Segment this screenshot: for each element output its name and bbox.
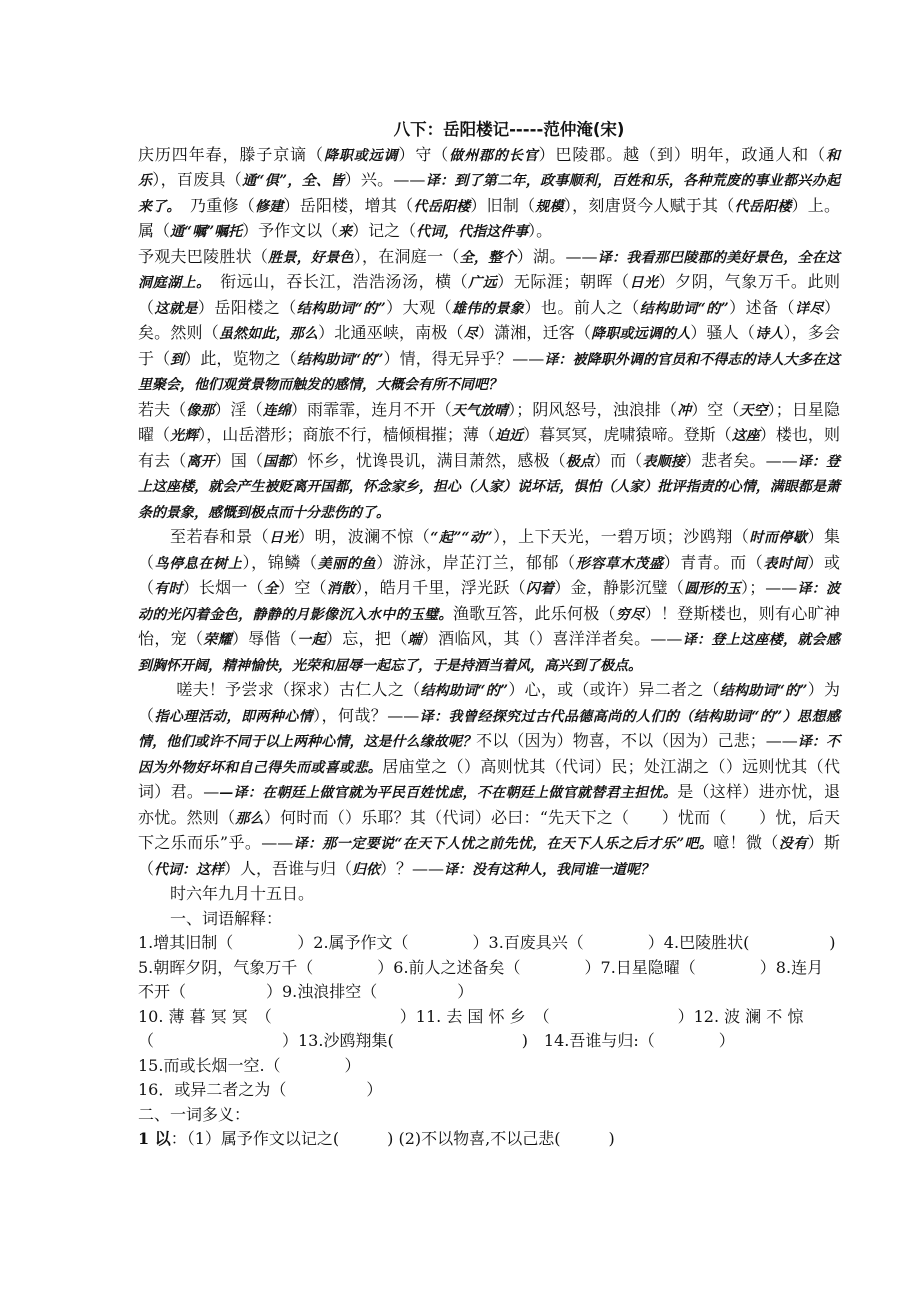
text-run: ）湖。—— (516, 246, 598, 266)
text-run: 若夫（ (138, 399, 187, 419)
text-run: ）而（ (594, 450, 643, 470)
text-run: ）国（ (214, 450, 264, 470)
text-run: ）无际涯；朝晖（ (497, 272, 630, 291)
text-run: ）守（ (398, 144, 450, 164)
text-run: ）大观（ (385, 297, 453, 317)
annotation: 全，整个 (459, 249, 517, 266)
text-run: 予观夫巴陵胜状（ (138, 246, 269, 266)
text-run: ）心，或（或许）异二者之（ (508, 680, 720, 699)
multi-meaning-label: 1 以 (138, 1129, 171, 1148)
text-run: ），锦鳞（ (242, 552, 318, 572)
annotation: 结构助词“的” (420, 683, 509, 699)
text-run: ）为（ (138, 680, 840, 725)
annotation: 译：我曾经探究过古代品德高尚的人们的（结构助词“的”）思想感情，他们或许不同于以上两种心情，这是什么缘故呢？ (138, 708, 840, 750)
annotation: 时而停歇 (749, 530, 808, 546)
text-run: ）潇湘，迁客（ (477, 323, 592, 342)
vocab-line: 不开（ ）9.浊浪排空（ ） (138, 982, 474, 1001)
text-run: ）北通巫峡，南极（ (318, 323, 464, 342)
text-run: ）情，得无异乎？—— (383, 348, 545, 368)
text-run: 渔歌互答，此乐何极（ (452, 603, 616, 623)
text-run: ）？—— (380, 858, 445, 878)
annotation: 表时间 (763, 555, 808, 572)
annotation: 译：我看那巴陵郡的美好景色，全在这洞庭湖上。 (138, 249, 840, 291)
text-run: ），皓月千里，浮光跃（ (355, 578, 526, 597)
annotation: 天气放晴 (451, 402, 509, 419)
annotation: 译：没有这种人，我同谁一道呢？ (444, 861, 655, 878)
annotation: 这就是 (154, 300, 198, 317)
text-run: ）暮冥冥，虎啸猿啼。登斯（ (523, 425, 732, 444)
text-run: 乃重修（ (173, 195, 255, 215)
text-run: ）岳阳楼，增其（ (283, 195, 414, 215)
text-run: ），在洞庭一（ (353, 246, 460, 266)
text-run: ）予作文以（ (242, 221, 339, 240)
text-run: ）楼也，则有去（ (138, 425, 840, 470)
text-run: ），上下天光，一碧万顷；沙鸥翔（ (492, 527, 750, 546)
annotation: “起”“动” (430, 530, 493, 546)
text-run: ）！登斯楼也，则有心旷神怡，宠（ (138, 603, 840, 648)
annotation: 译：波动的光闪着金色，静静的月影像沉入水中的玉璧。 (138, 581, 840, 623)
annotation: 光辉 (170, 428, 199, 444)
text-run: 噫！微（ (713, 833, 779, 852)
annotation: 和乐 (138, 147, 840, 189)
text-run: ）空（ (691, 399, 740, 419)
text-run: ）骚人（ (690, 323, 756, 342)
annotation: 全 (263, 581, 279, 597)
annotation: 到 (170, 351, 185, 368)
annotation: 闪着 (525, 581, 555, 597)
annotation: 详尽 (795, 300, 824, 317)
annotation: 像那 (186, 402, 215, 419)
annotation: 尽 (463, 326, 478, 342)
annotation: 那么 (235, 810, 264, 827)
text-run: ）斯（ (138, 833, 840, 878)
annotation: 圆形的玉 (684, 581, 742, 597)
text-run: ）集（ (138, 527, 840, 572)
vocab-line: 15.而或长烟一空.（ ） (138, 1055, 361, 1075)
text-run: ）酒临风，其（）喜洋洋者矣。—— (421, 629, 683, 648)
annotation: 虽然如此，那么 (218, 326, 319, 342)
text-run: ）。 (528, 221, 553, 240)
annotation: 指心理活动，即两种心情 (154, 708, 314, 725)
annotation: 译：被降职外调的官员和不得志的诗人大多在这里聚会，他们观赏景物而触发的感情，大概会有所不同吧？ (138, 351, 840, 393)
text-run: ）雨霏霏，连月不开（ (290, 399, 452, 419)
text-run: ）此，览物之（ (184, 348, 297, 368)
text-run: ）怀乡，忧谗畏讥，满目萧然，感极（ (291, 450, 566, 470)
section-1-title: 一、词语解释： (170, 908, 283, 928)
text-run: ）长烟一（ (182, 578, 264, 597)
text-run: ）；日星隐曜（ (138, 399, 841, 444)
annotation: 代岳阳楼 (734, 198, 792, 215)
text-run: ）夕阴，气象万千。此则（ (138, 272, 840, 317)
annotation: 代词，代指这件事 (416, 224, 529, 240)
text-run: 至若春和景（ (170, 527, 270, 546)
text-run: ）金，静影沉璧（ (554, 578, 685, 597)
annotation: 结构助词“的” (639, 300, 729, 317)
vocab-line: 5.朝晖夕阴，气象万千（ ）6.前人之述备矣（ ）7.日星隐曜（ ）8.连月 (138, 957, 824, 977)
annotation: 日光 (629, 275, 659, 291)
text-run: ）记之（ (352, 221, 417, 240)
paragraph-5 (138, 678, 840, 882)
annotation: 结构助词“的” (296, 351, 384, 368)
text-run: ）兴。—— (344, 170, 426, 189)
text-run: ）上。属（ (138, 195, 841, 240)
text-run: ），多会于（ (138, 323, 840, 368)
text-run: ）巴陵郡。越（到）明年，政通人和（ (538, 144, 826, 164)
annotation: 规模 (535, 198, 564, 215)
section-2-title: 二、一词多义： (138, 1104, 251, 1124)
text-run: ）淫（ (214, 399, 263, 419)
annotation: 广远 (468, 275, 498, 291)
annotation: 结构助词“的” (719, 683, 808, 699)
vocab-list (138, 931, 840, 1103)
annotation: 鸟停息在树上 (154, 555, 243, 572)
page-title: 八下：岳阳楼记-----范仲淹(宋) (393, 120, 625, 139)
annotation: 做州郡的长官 (449, 147, 539, 164)
annotation: 译：不因为外物好坏和自己得失而或喜或悲。 (138, 734, 840, 776)
annotation: 通“俱”，全、皆 (242, 173, 345, 189)
annotation: 来 (338, 224, 353, 240)
annotation: 形容草木茂盛 (575, 555, 664, 572)
text-run: ）旧制（ (470, 195, 536, 215)
annotation: 表顺接 (642, 453, 685, 470)
annotation: 离开 (186, 453, 215, 470)
multi-meaning-line (138, 1127, 840, 1152)
text-run: ）青青。而（ (663, 552, 764, 572)
annotation: 胜景，好景色 (268, 249, 354, 266)
text-run: ）何时而（）乐耶？其（代词）必曰：“先天下之（ ）忧而（ ）忧，后天下之乐而乐”乎。—— (138, 807, 840, 852)
annotation: 美丽的鱼 (317, 555, 377, 572)
text-run: ），山岳潜形；商旅不行，樯倾楫摧；薄（ (198, 425, 496, 444)
text-run: ）游泳，岸芷汀兰，郁郁（ (376, 552, 576, 572)
text-run: ），百废具（ (152, 170, 243, 189)
vocab-line: 10. 薄 暮 冥 冥 （ ）11. 去 国 怀 乡 （ ）12. 波 澜 不 惊 (138, 1006, 804, 1026)
text-run: 衔远山，吞长江，浩浩汤汤，横（ (203, 272, 469, 291)
annotation: 代词：这样 (154, 861, 225, 878)
multi-meaning-text: ：（1）属予作文以记之( ) (2)不以物喜,不以己悲( ) (170, 1129, 615, 1148)
annotation: 日光 (269, 530, 299, 546)
annotation: 归依 (352, 861, 381, 878)
annotation: 译：登上这座楼，就会感到胸怀开阔，精神愉快，光荣和屈辱一起忘了，于是持酒当着风，高兴到了极点。 (138, 632, 840, 674)
annotation: 天空 (739, 402, 768, 419)
annotation: 有时 (154, 581, 183, 597)
text-run: ）岳阳楼之（ (197, 297, 297, 317)
annotation: 一起 (297, 632, 326, 648)
annotation: —译：在朝廷上做官就为平民百姓忧虑，不在朝廷上做官就替君主担忧。 (219, 785, 678, 801)
annotation: 消散 (326, 581, 356, 597)
text-run: ），何哉？—— (313, 705, 420, 725)
text-run: ）空（ (278, 578, 327, 597)
annotation: 冲 (677, 402, 692, 419)
annotation: 结构助词“的” (296, 300, 386, 317)
annotation: 穷尽 (615, 606, 645, 623)
text-run: ）；—— (741, 578, 798, 597)
paragraph-1 (138, 143, 840, 245)
text-run: 不以（因为）物喜，不以（因为）己悲；—— (476, 731, 798, 750)
text-run: ）述备（ (728, 297, 796, 317)
annotation: 端 (407, 632, 422, 648)
text-run: ）也。前人之（ (524, 297, 640, 317)
text-run: 嗟夫！予尝求（探求）古仁人之（ (176, 680, 421, 699)
annotation: 荣耀 (203, 632, 232, 648)
text-run: ）明，波澜不惊（ (298, 527, 431, 546)
annotation: 通“嘱”嘱托 (170, 224, 243, 240)
text-run: 庆历四年春，滕子京谪（ (138, 144, 324, 164)
paragraph-4 (138, 525, 840, 678)
text-run: ），刻唐贤今人赋于其（ (563, 195, 735, 215)
paragraph-3 (138, 398, 840, 526)
annotation: 降职或远调 (323, 147, 399, 164)
date-line: 时六年九月十五日。 (170, 884, 315, 903)
annotation: 译：到了第二年，政事顺利，百姓和乐，各种荒废的事业都兴办起来了。 (138, 173, 840, 215)
annotation: 代岳阳楼 (413, 198, 471, 215)
vocab-line: （ ）13.沙鸥翔集( ) 14.吾谁与归:（ ） (138, 1031, 735, 1050)
annotation: 没有 (778, 836, 808, 852)
annotation: 这座 (731, 428, 760, 444)
text-run: ）辱偕（ (231, 629, 298, 648)
annotation: 极点 (565, 453, 595, 470)
annotation: 降职或远调的人 (591, 326, 691, 342)
text-run: ）人，吾谁与归（ (224, 858, 353, 878)
text-run: ）或（ (138, 552, 840, 597)
text-run: 居庙堂之（）高则忧其（代词）民；处江湖之（）远则忧其（代词）君。— (138, 756, 840, 801)
vocab-line: 16．或异二者之为（ ） (138, 1080, 383, 1099)
annotation: 译：那一定要说“在天下人忧之前先忧，在天下人乐之后才乐”吧。 (293, 836, 714, 852)
text-run: ）矣。然则（ (138, 297, 840, 342)
annotation: 译：登上这座楼，就会产生被贬离开国都，怀念家乡，担心（人家）说坏话，惧怕（人家）批评指责的心情，满眼都是萧条的景象，感慨到极点而十分悲伤的了。 (138, 453, 840, 521)
text-run: 是（这样）进亦忧，退亦忧。然则（ (138, 782, 840, 827)
annotation: 诗人 (755, 326, 784, 342)
text-run: ）悲者矣。—— (684, 450, 798, 470)
annotation: 修建 (254, 198, 284, 215)
annotation: 迫近 (495, 428, 524, 444)
annotation: 国都 (263, 453, 292, 470)
text-run: ）忘，把（ (325, 629, 408, 648)
annotation: 连绵 (262, 402, 291, 419)
annotation: 雄伟的景象 (452, 300, 525, 317)
paragraph-2 (138, 245, 840, 398)
text-run: ）；阴风怒号，浊浪排（ (508, 399, 678, 419)
vocab-line: 1.增其旧制（ ）2.属予作文（ ）3.百废具兴（ ）4.巴陵胜状( ) (138, 933, 836, 952)
